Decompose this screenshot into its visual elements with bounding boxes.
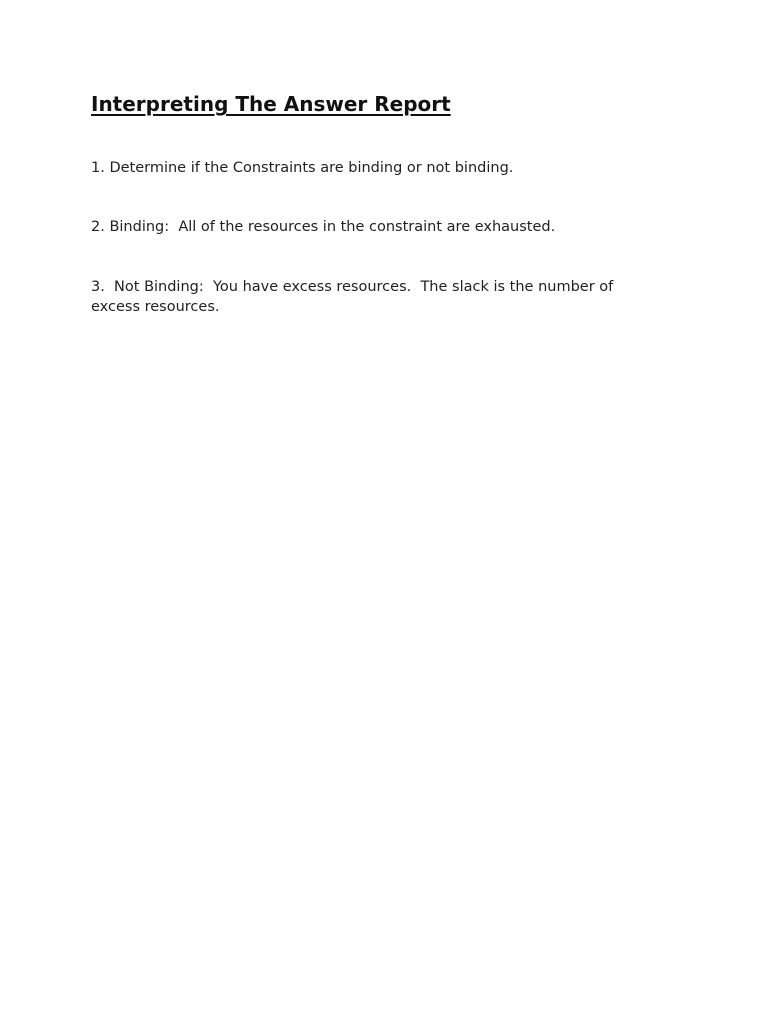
paragraph-2: 2. Binding: All of the resources in the constraint are exhausted. [91,219,556,235]
paragraph-3: 3. Not Binding: You have excess resources. The slack is the number of excess resources. [91,279,618,315]
document-title: Interpreting The Answer Report [91,92,451,116]
paragraph-1: 1. Determine if the Constraints are binding or not binding. [91,160,514,176]
